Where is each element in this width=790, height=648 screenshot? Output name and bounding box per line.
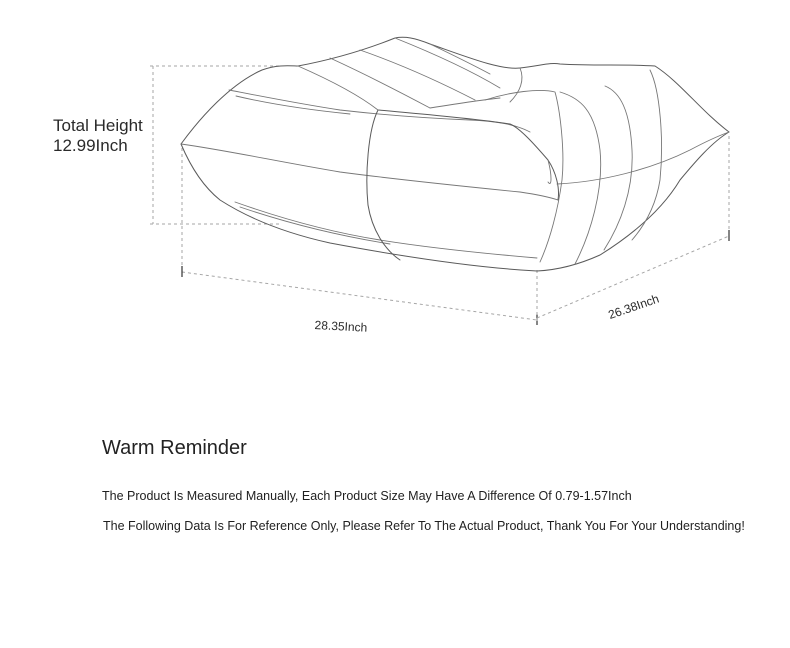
width-value: 28.35Inch — [314, 318, 368, 335]
reminder-title: Warm Reminder — [102, 437, 247, 459]
height-value: 12.99Inch — [53, 136, 128, 155]
height-title: Total Height — [53, 116, 143, 135]
height-dimension-lines — [150, 66, 280, 224]
bean-bag-outline — [181, 37, 729, 271]
reminder-line-reference: The Following Data Is For Reference Only, Please Refer To The Actual Product, Thank You For Your Understanding! — [103, 519, 745, 533]
reminder-line-measurement: The Product Is Measured Manually, Each Product Size May Have A Difference Of 0.79-1.57Inch — [102, 489, 632, 503]
depth-dimension-lines — [537, 136, 729, 322]
total-height-label — [53, 118, 143, 154]
depth-value: 26.38Inch — [606, 291, 661, 322]
